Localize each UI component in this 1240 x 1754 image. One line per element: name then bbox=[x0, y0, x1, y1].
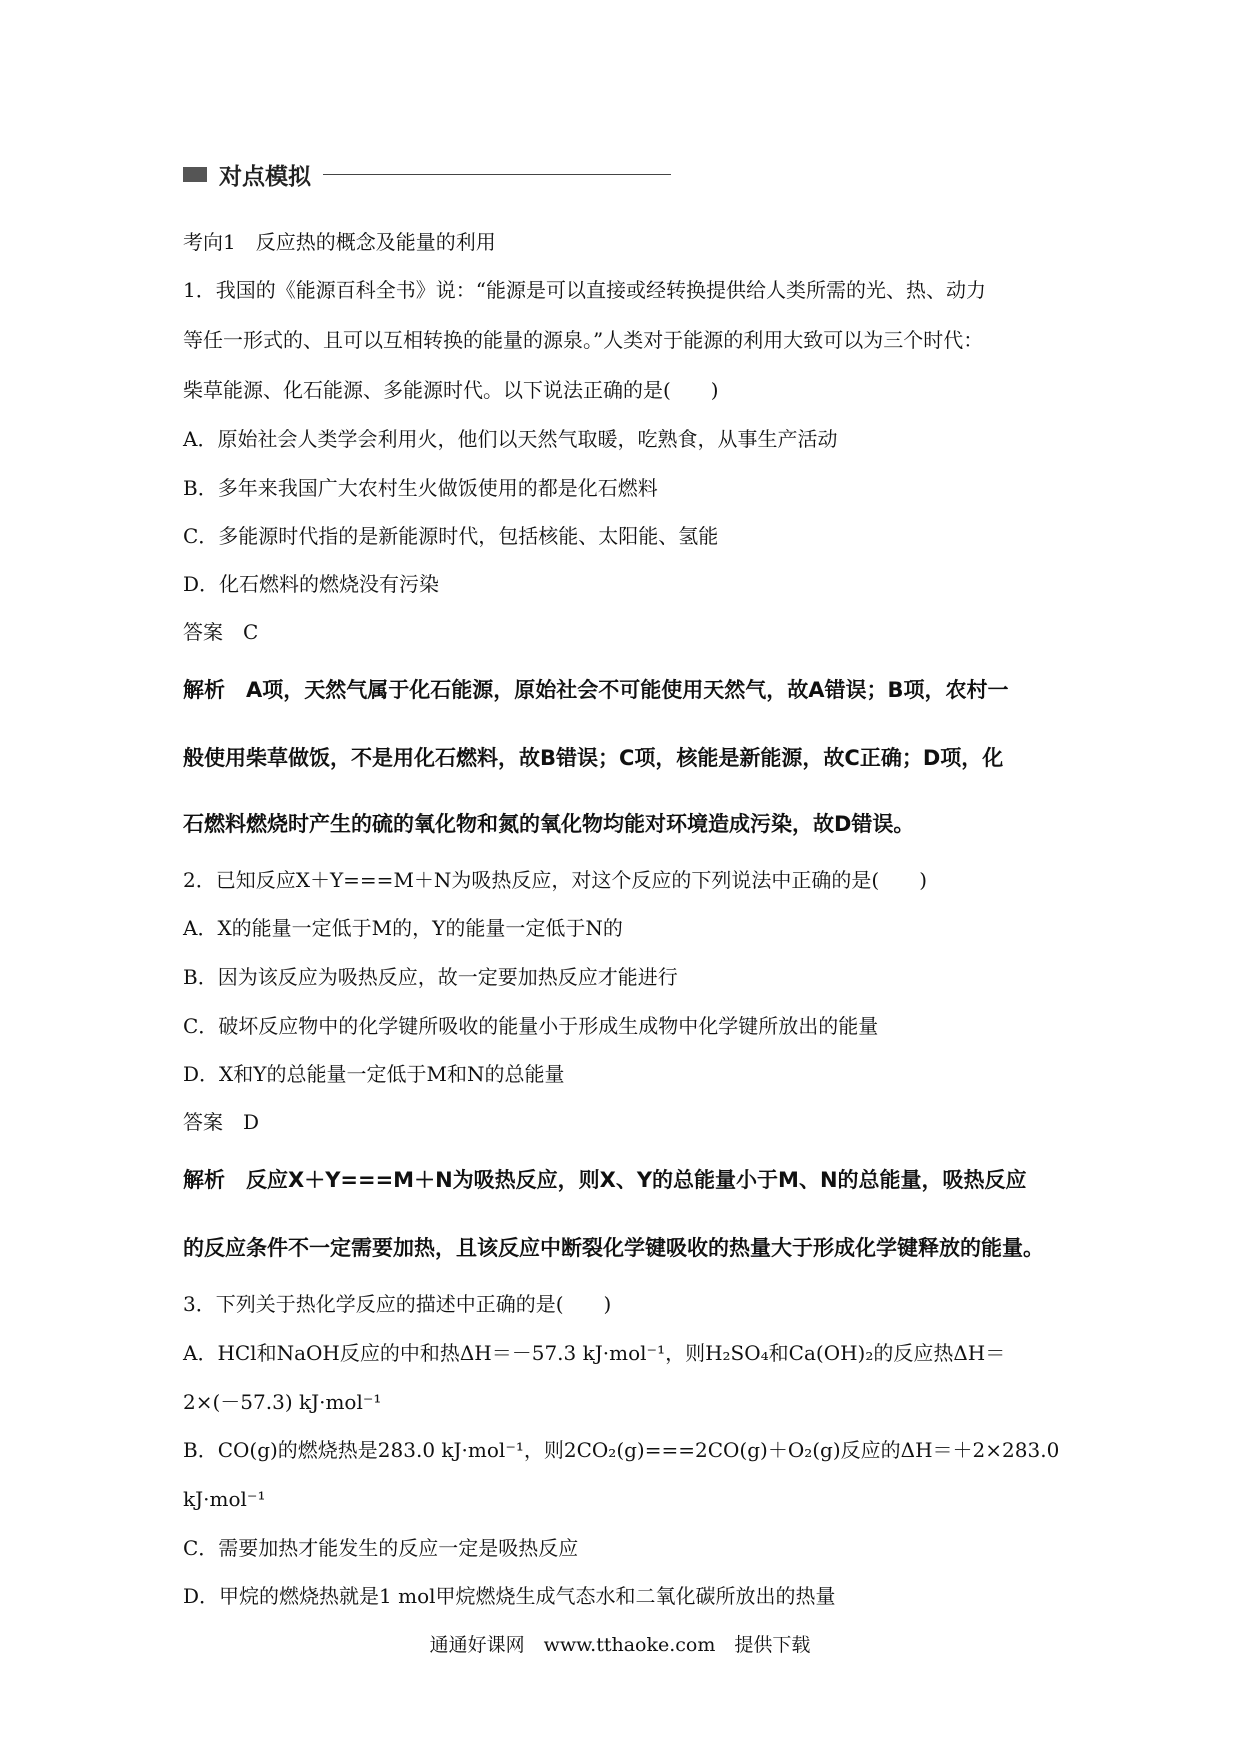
text-line: 答案 D bbox=[183, 1110, 260, 1134]
text-line: C．需要加热才能发生的反应一定是吸热反应 bbox=[183, 1536, 579, 1560]
text-line: 考向1 反应热的概念及能量的利用 bbox=[183, 230, 496, 254]
text-line: 2．已知反应X＋Y===M＋N为吸热反应，对这个反应的下列说法中正确的是( ) bbox=[183, 868, 928, 892]
section-rule bbox=[323, 174, 671, 175]
text-line: B．因为该反应为吸热反应，故一定要加热反应才能进行 bbox=[183, 965, 678, 989]
text-line: C．破坏反应物中的化学键所吸收的能量小于形成生成物中化学键所放出的能量 bbox=[183, 1014, 879, 1038]
text-line: 1．我国的《能源百科全书》说：“能源是可以直接或经转换提供给人类所需的光、热、动力 bbox=[183, 278, 986, 302]
text-line: 般使用柴草做饭，不是用化石燃料，故B错误；C项，核能是新能源，故C正确；D项，化 bbox=[183, 746, 1004, 770]
text-line: 答案 C bbox=[183, 620, 259, 644]
text-line: 解析 A项，天然气属于化石能源，原始社会不可能使用天然气，故A错误；B项，农村一 bbox=[183, 678, 1009, 702]
text-line: A．原始社会人类学会利用火，他们以天然气取暖，吃熟食，从事生产活动 bbox=[183, 427, 838, 451]
section-marker-icon bbox=[183, 167, 207, 182]
text-line: C．多能源时代指的是新能源时代，包括核能、太阳能、氢能 bbox=[183, 524, 719, 548]
text-line: B．多年来我国广大农村生火做饭使用的都是化石燃料 bbox=[183, 476, 658, 500]
text-line: kJ·mol⁻¹ bbox=[183, 1487, 266, 1511]
text-line: D．化石燃料的燃烧没有污染 bbox=[183, 572, 440, 596]
text-line: A．HCl和NaOH反应的中和热ΔH＝－57.3 kJ·mol⁻¹，则H₂SO₄和Ca(OH)₂的反应热ΔH＝ bbox=[183, 1341, 1006, 1365]
text-line: B．CO(g)的燃烧热是283.0 kJ·mol⁻¹，则2CO₂(g)===2CO(g)＋O₂(g)反应的ΔH＝＋2×283.0 bbox=[183, 1438, 1060, 1462]
text-line: 柴草能源、化石能源、多能源时代。以下说法正确的是( ) bbox=[183, 378, 719, 402]
text-line: 3．下列关于热化学反应的描述中正确的是( ) bbox=[183, 1292, 612, 1316]
text-line: D．X和Y的总能量一定低于M和N的总能量 bbox=[183, 1062, 565, 1086]
text-line: 的反应条件不一定需要加热，且该反应中断裂化学键吸收的热量大于形成化学键释放的能量。 bbox=[183, 1236, 1044, 1260]
text-line: 解析 反应X＋Y===M＋N为吸热反应，则X、Y的总能量小于M、N的总能量，吸热反应 bbox=[183, 1168, 1027, 1192]
text-line: 石燃料燃烧时产生的硫的氧化物和氮的氧化物均能对环境造成污染，故D错误。 bbox=[183, 812, 915, 836]
footer: 通通好课网 www.tthaoke.com 提供下载 bbox=[429, 1634, 811, 1656]
text-line: 等任一形式的、且可以互相转换的能量的源泉。”人类对于能源的利用大致可以为三个时代： bbox=[183, 328, 984, 352]
section-title: 对点模拟 bbox=[219, 164, 311, 190]
text-line: 2×(－57.3) kJ·mol⁻¹ bbox=[183, 1390, 382, 1414]
text-line: A．X的能量一定低于M的，Y的能量一定低于N的 bbox=[183, 916, 623, 940]
section-header bbox=[183, 158, 671, 191]
text-line: D．甲烷的燃烧热就是1 mol甲烷燃烧生成气态水和二氧化碳所放出的热量 bbox=[183, 1584, 836, 1608]
